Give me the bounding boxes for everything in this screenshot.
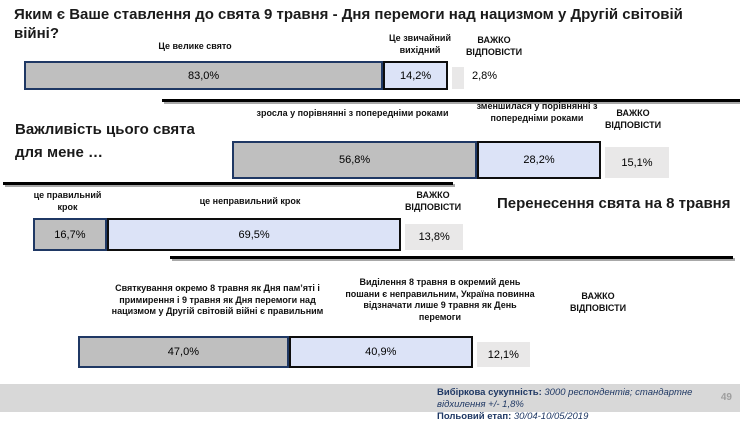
- section2-label-primary: зросла у порівнянні з попередніми роками: [256, 108, 449, 118]
- separator-line-2: [3, 182, 453, 185]
- section1-bar-segment-dk: [452, 67, 464, 89]
- section3-label-dk: ВАЖКО ВІДПОВІСТИ: [404, 190, 462, 212]
- section3-bar-segment-secondary: 69,5%: [107, 218, 402, 251]
- section4-label-secondary: Виділення 8 травня в окремий день пошани є неправильним, Україна повинна відзначати лише 9 травня як День перемоги: [345, 277, 535, 323]
- footer-sample-value: 3000 респондентів; стандартне відхилення +/- 1,8%: [437, 387, 693, 410]
- section3-label-secondary: це неправильний крок: [199, 196, 301, 206]
- section1-bar-segment-secondary: 14,2%: [383, 61, 448, 90]
- section2-heading: Важливість цього свята для мене …: [15, 121, 195, 162]
- section2-bar-segment-dk: 15,1%: [605, 147, 669, 178]
- footer-sample-label: Вибіркова сукупність:: [437, 387, 542, 398]
- section4-label-primary: Святкування окремо 8 травня як Дня пам’яті і примирення і 9 травня як Дня перемоги над нацизмом у Другій світовій війні є правильним: [111, 283, 324, 317]
- section3-label-primary: це правильний крок: [33, 190, 102, 212]
- section1-bar-segment-primary: 83,0%: [24, 61, 383, 90]
- section4-bar-segment-secondary: 40,9%: [289, 336, 473, 368]
- separator-line-3: [170, 256, 733, 259]
- section1-label-dk: ВАЖКО ВІДПОВІСТИ: [465, 35, 523, 57]
- section2-bar-segment-secondary: 28,2%: [477, 141, 601, 179]
- section1-dk-value: 2,8%: [472, 69, 498, 82]
- section3-bar-segment-primary: 16,7%: [33, 218, 107, 251]
- section2-stacked-bar: [232, 141, 669, 179]
- page-title: Яким є Ваше ставлення до свята 9 травня - Дня перемоги над нацизмом у Другій світовій війні?: [14, 6, 683, 42]
- page-number: 49: [720, 392, 732, 403]
- footer-fieldwork-value: 30/04-10/05/2019: [513, 410, 589, 422]
- section1-label-primary: Це велике свято: [158, 41, 232, 51]
- footer-methodology: [437, 387, 740, 423]
- section1-stacked-bar: [24, 61, 464, 90]
- section1-label-secondary: Це звичайний вихідний: [389, 33, 451, 55]
- section4-label-dk: ВАЖКО ВІДПОВІСТИ: [569, 291, 627, 313]
- section4-bar-segment-primary: 47,0%: [78, 336, 289, 368]
- section3-bar-segment-dk: 13,8%: [405, 224, 463, 250]
- section2-label-secondary: зменшилася у порівнянні з попередніми роками: [476, 101, 598, 123]
- footer-fieldwork-label: Польовий етап:: [437, 410, 512, 422]
- footer-line2: [437, 411, 740, 423]
- section3-heading: Перенесення свята на 8 травня: [497, 195, 731, 212]
- section3-stacked-bar: [33, 218, 463, 251]
- section2-bar-segment-primary: 56,8%: [232, 141, 477, 179]
- section4-bar-segment-dk: 12,1%: [477, 342, 530, 367]
- separator-line-1: [162, 99, 740, 102]
- section2-label-dk: ВАЖКО ВІДПОВІСТИ: [604, 108, 662, 130]
- footer-strip: [0, 384, 740, 422]
- section4-stacked-bar: [78, 336, 530, 368]
- footer-line1: [437, 387, 740, 411]
